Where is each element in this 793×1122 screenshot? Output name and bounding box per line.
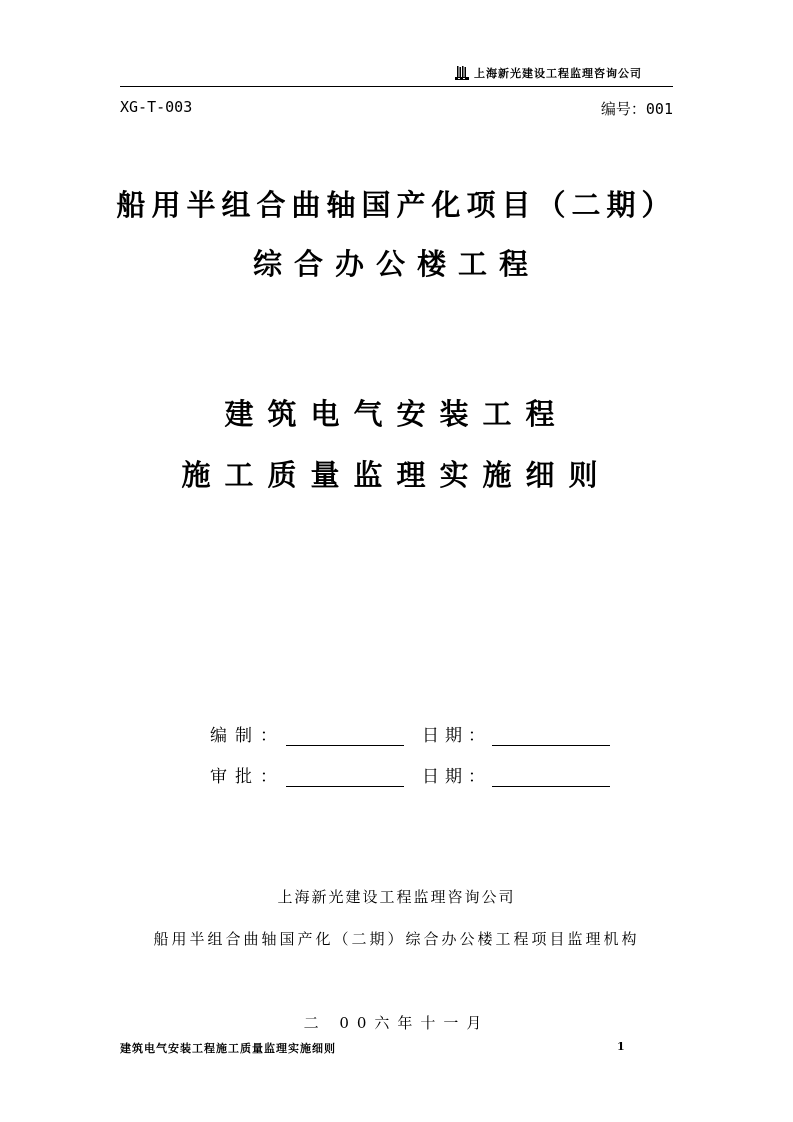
project-title-line2: 综合办公楼工程 — [252, 247, 540, 281]
document-date: 二 00六年十一月 — [303, 1014, 490, 1032]
signature-row-approver — [210, 762, 628, 787]
organization-company: 上海新光建设工程监理咨询公司 — [277, 888, 516, 906]
organization-institution: 船用半组合曲轴国产化（二期）综合办公楼工程项目监理机构 — [153, 930, 640, 948]
document-number-label: 编号： — [600, 100, 646, 118]
compiler-signature-field[interactable] — [286, 727, 404, 746]
document-title-line1: 建筑电气安装工程 — [224, 397, 569, 431]
document-code: XG-T-003 — [120, 98, 193, 116]
document-number — [601, 98, 673, 119]
compiler-label: 编制： — [210, 726, 285, 746]
footer-title: 建筑电气安装工程施工质量监理实施细则 — [120, 1042, 336, 1055]
compiler-date-field[interactable] — [492, 727, 610, 746]
project-title-line1: 船用半组合曲轴国产化项目（二期） — [116, 188, 677, 222]
approver-label: 审批： — [210, 767, 285, 787]
header-company — [455, 64, 642, 82]
signature-row-compiler — [210, 721, 628, 746]
compiler-date-label: 日期： — [422, 726, 491, 746]
document-title-line2: 施工质量监理实施细则 — [181, 458, 612, 492]
header-company-name: 上海新光建设工程监理咨询公司 — [474, 67, 642, 80]
page-number: 1 — [617, 1040, 625, 1053]
building-columns-icon — [455, 65, 469, 81]
approver-signature-field[interactable] — [286, 768, 404, 787]
header-divider — [120, 86, 673, 87]
approver-date-label: 日期： — [422, 767, 491, 787]
document-number-value: 001 — [645, 100, 673, 118]
approver-date-field[interactable] — [492, 768, 610, 787]
